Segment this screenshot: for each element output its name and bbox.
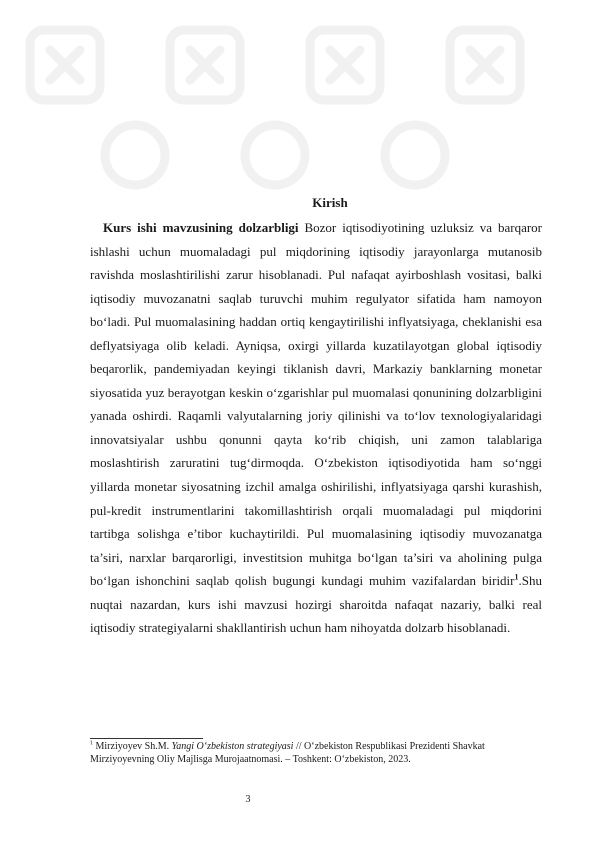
page-content (90, 193, 542, 640)
body-paragraph (90, 216, 542, 640)
page-number: 3 (245, 794, 251, 805)
footnote-reference[interactable]: 1 (514, 572, 519, 582)
footnote-title: Yangi O‘zbekiston strategiyasi (171, 741, 294, 752)
lead-phrase: Kurs ishi mavzusining dolzarbligi (103, 220, 299, 235)
footnote-marker: 1 (90, 740, 93, 747)
footnote-divider (90, 738, 203, 739)
footnote (90, 741, 550, 766)
footnote-author: Mirziyoyev Sh.M. (93, 741, 172, 752)
footnote-source: // O‘zbekiston Respublikasi Prezidenti Shavkat Mirziyoyevning Oliy Majlisga Murojaatnomasi. – Toshkent: O‘zbekiston, 2023. (90, 741, 485, 765)
section-heading: Kirish (312, 195, 348, 210)
paragraph-text-continued: .Shu nuqtai nazardan, kurs ishi mavzusi hozirgi sharoitda nafaqat nazariy, balki real iqtisodiy strategiyalarni shakllantirish uchun ham nihoyatda dolzarb hisoblanadi. (90, 573, 542, 636)
paragraph-text: Bozor iqtisodiyotining uzluksiz va barqaror ishlashi uchun muomaladagi pul miqdorining iqtisodiy jarayonlarga mutanosib ravishda moslashtirilishi zarur hisoblanadi. Pul nafaqat ayirboshlash vositasi, balki iqtisodiy muvozanatni saqlab turuvchi muhim regulyator sifatida ham namoyon bo‘ladi. Pul muomalasining haddan ortiq kengaytirilishi inflyatsiyaga, cheklanishi esa deflyatsiyaga olib keladi. Ayniqsa, oxirgi yillarda kuzatilayotgan global iqtisodiy beqarorlik, pandemiyadan keyingi tiklanish davri, Markaziy banklarning monetar siyosatida yuz berayotgan keskin o‘zgarishlar pul muomalasi qonunining dolzarbligini yanada oshirdi. Raqamli valyutalarning joriy qilinishi va to‘lov texnologiyalaridagi innovatsiyalar ushbu qonunni qayta ko‘rib chiqish, uni zamon talablariga moslashtirish zaruratini tug‘dirmoqda. O‘zbekiston iqtisodiyotida ham so‘nggi yillarda monetar siyosatning izchil amalga oshirilishi, inflyatsiyaga qarshi kurashish, pul-kredit instrumentlarini takomillashtirish orqali muomaladagi pul miqdorini tartibga solishga e’tibor kuchaytirildi. Pul muomalasining iqtisodiy muvozanatga ta’siri, narxlar barqarorligi, investitsion muhitga bo‘lgan ta’siri va aholining pulga bo‘lgan ishonchini saqlab qolish bugungi kundagi muhim vazifalardan biridir (90, 220, 543, 589)
